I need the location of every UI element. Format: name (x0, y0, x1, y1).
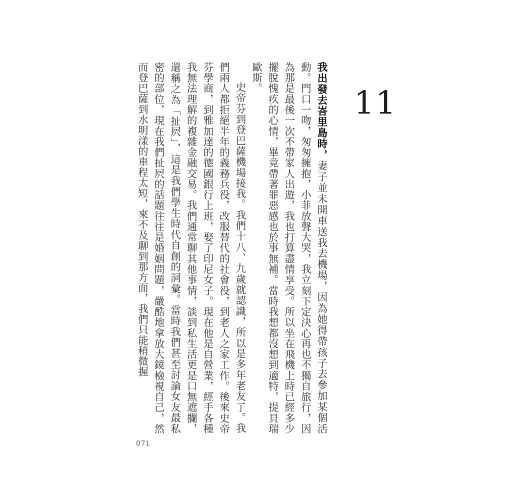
body-text (132, 62, 328, 434)
paragraph-1 (247, 62, 328, 434)
paragraph-lead: 我出發去峇里島時， (315, 62, 326, 161)
chapter-number: 11 (354, 84, 397, 122)
page-number: 071 (136, 440, 151, 448)
paragraph-1-text: 妻子並未開車送我去機場，因為她得帶孩子去參加某個活動。門口一吻，匆匆擁抱，小菲放聲大哭，我立刻下定決心再也不獨自旅行，因為那是最後一次不帶家人出遊，我也打算盡情享受。所以坐在飛機上時已經多少擺脫愧疚的心情，畢竟帶著罪惡感也於事無補。當時我想都沒想到適特，提貝瑞歐斯。 (249, 62, 326, 435)
paragraph-2: 史帝芬到登巴薩機場接我。我們十八、九歲就認識，所以是多年老友了。我們兩人都拒絕半年的義務兵役，改服替代的社會役，到老人之家工作。後來史帝芬學商，到雅加達的德國銀行上班，娶了印尼女子。現在他是自營業，經手各種我無法理解的複雜金融交易。我們通常聊其他事情，談到私生活更是口無遮攔，還稱之為「扯屄」，這是我們學生時代自創的詞彙。當時我們甚至討論女友最私密的部位，現在我們扯屄的話題往往是婚姻問題，嚴酷地拿放大鏡檢視自己，然而登巴薩到水明漾的車程太短，來不及聊到那方面，我們只能稍微握 (135, 62, 245, 434)
